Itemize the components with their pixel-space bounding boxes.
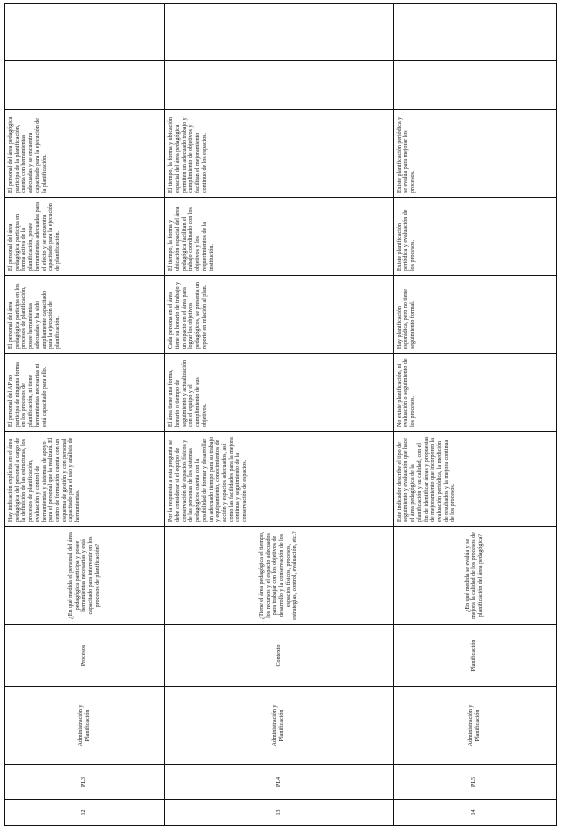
level-cell: El personal del área pedagógica participa en los procesos de planificación, posee herramientas adecuadas y ha sido ampliamente capacitado para la ejecución de planificación. (5, 276, 165, 354)
area-cell: Administración y Planificación (165, 687, 393, 765)
empty-cell (393, 4, 556, 61)
indicator-code: PL4 (165, 765, 393, 800)
description-cell: Hay indicación explícita en el área pedagógica del personal a cargo de la definición de las estructuras, los procesos de planificación, evaluación y control de herramientas y sistemas de apoyo para el personal que la realizará. El centro de formación cuenta con un esquema de gestión y con personal capacitado para el uso y análisis de herramientas. (5, 432, 165, 527)
area-cell: Administración y Planificación (393, 687, 556, 765)
rotated-page (4, 4, 557, 826)
question-cell: ¿En qué medida se evalúa y se mejora la calidad de los procesos de planificación del área pedagógica? (393, 527, 556, 625)
level-cell: El tiempo, la forma y ubicación espacial del área pedagógica permiten un adecuado trabajo y cumplimiento de objetivos y facilitan el mejoramiento continuo de los espacios. (165, 110, 393, 198)
level-cell: El área tiene una forma, horario o tiempo de seguimiento y actualización con el equipo y el cumplimiento de sus objetivos. (165, 354, 393, 432)
row-number: 13 (165, 800, 393, 826)
row-number: 14 (393, 800, 556, 826)
empty-cell (5, 4, 165, 61)
empty-cell (165, 4, 393, 61)
dimension-cell: Planificación (393, 625, 556, 687)
level-cell: El tiempo, la forma y ubicación espacial del área pedagógica facilitan el trabajo coordinado con los objetivos y los requerimientos de la institución. (165, 198, 393, 276)
level-cell: El personal del área pedagógica participa de la planificación, cuenta con herramientas adecuadas y se encuentra capacitado para la ejecución de la planificación. (5, 110, 165, 198)
dimension-cell: Procesos (5, 625, 165, 687)
row-number: 12 (5, 800, 165, 826)
area-cell: Administración y Planificación (5, 687, 165, 765)
indicator-table (4, 3, 557, 826)
level-cell: Existe planificación periódica y se evalúa para mejorar los procesos. (393, 110, 556, 198)
level-cell: El personal del área pedagógica participa en forma activa de la planificación, posee herramientas adecuadas para el efecto y se encuentra capacitado para la ejecución de planificación. (5, 198, 165, 276)
empty-cell (5, 61, 165, 110)
empty-cell (393, 61, 556, 110)
indicator-code: PL5 (393, 765, 556, 800)
level-cell: Hay planificación esporádica, pero no tiene seguimiento formal. (393, 276, 556, 354)
description-cell: Por la respuesta a esta pregunta se debe considerar si el equipo de conservación de espacios físicos y de las personas de los sistemas pedagógicos cuenta con la posibilidad de formar y desarrollar un adecuado tiempo para su trabajo y equipamiento, conocimientos de acción y espacios adecuados, así como las facilidades para la mejora continua y seguimiento de la conservación de espacios. (165, 432, 393, 527)
table-row (165, 4, 393, 826)
indicator-code: PL3 (5, 765, 165, 800)
level-cell: El personal del AP no participa de ninguna forma en los procesos de planificación, ni tiene herramientas necesarias ni está capacitado para ello. (5, 354, 165, 432)
dimension-cell: Contexto (165, 625, 393, 687)
table-row (5, 4, 165, 826)
level-cell: Existe planificación periódica y evaluación de los procesos. (393, 198, 556, 276)
question-cell: ¿Tiene el área pedagógica el tiempo, los recursos y el espacio adecuados para trabajar con los objetivos de desarrollo y la conservación de los espacios físicos, procesos, estrategias, control, evaluación, etc.? (165, 527, 393, 625)
level-cell: Cada persona en el área tiene su horario de trabajo y un espacio en el área para lograr los objetivos pedagógicos, se presenta un reporte en relación al plan. (165, 276, 393, 354)
table-row (393, 4, 556, 826)
empty-cell (165, 61, 393, 110)
description-cell: Este indicador describe el tipo de seguimiento y evaluación que hace el área pedagógica de la planificación y su calidad, con el fin de identificar áreas y propuestas de mejoramiento que incorporen la evaluación periódica, la medición de resultados y la mejora continua de los procesos. (393, 432, 556, 527)
question-cell: ¿En qué medida el personal del área pedagógica participa y posee herramientas necesarias y está capacitado para intervenir en los procesos de planificación? (5, 527, 165, 625)
level-cell: No existe planificación, ni evaluación o seguimiento de los procesos. (393, 354, 556, 432)
